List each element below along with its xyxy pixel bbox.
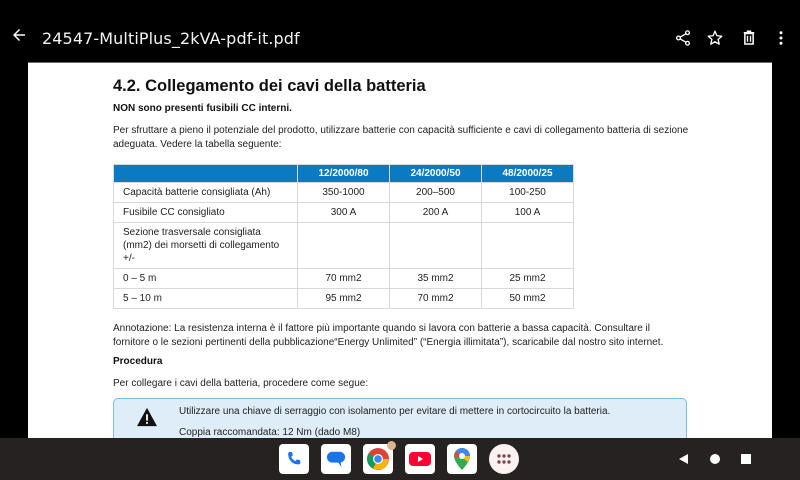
table-cell: 50 mm2 <box>482 289 574 309</box>
pdf-page <box>28 62 772 438</box>
share-icon[interactable] <box>674 29 692 47</box>
table-cell: 350-1000 <box>298 183 390 203</box>
table-header-cell: 24/2000/50 <box>390 165 482 183</box>
table-cell <box>482 223 574 269</box>
pdf-viewer[interactable] <box>0 62 800 438</box>
dock-app-messages[interactable] <box>321 444 351 474</box>
dock-app-youtube[interactable] <box>405 444 435 474</box>
table-cell: 70 mm2 <box>298 269 390 289</box>
document-title: 24547-MultiPlus_2kVA-pdf-it.pdf <box>42 29 300 48</box>
table-cell <box>298 223 390 269</box>
dock-app-maps[interactable] <box>447 444 477 474</box>
table-cell: 100 A <box>482 203 574 223</box>
table-cell: 25 mm2 <box>482 269 574 289</box>
table-cell: 0 – 5 m <box>114 269 298 289</box>
dock-app-chrome[interactable] <box>363 444 393 474</box>
torque-text: Coppia raccomandata: 12 Nm (dado M8) <box>179 427 361 438</box>
table-row <box>114 203 574 223</box>
section-heading: 4.2. Collegamento dei cavi della batteria <box>113 77 426 95</box>
table-cell: 200 A <box>390 203 482 223</box>
table-cell: 300 A <box>298 203 390 223</box>
back-arrow-icon[interactable] <box>10 26 28 44</box>
app-grid-icon <box>496 453 512 465</box>
table-cell: Sezione trasversale consigliata (mm2) dei morsetti di collegamento +/- <box>114 223 298 269</box>
table-cell: Fusibile CC consigliato <box>114 203 298 223</box>
system-navigation-bar <box>0 438 800 480</box>
table-row <box>114 289 574 309</box>
nav-home-icon[interactable] <box>709 453 721 465</box>
nav-recents-icon[interactable] <box>740 453 752 465</box>
table-header-cell: 12/2000/80 <box>298 165 390 183</box>
table-cell: 200–500 <box>390 183 482 203</box>
table-cell: 70 mm2 <box>390 289 482 309</box>
table-cell: 100-250 <box>482 183 574 203</box>
notification-dot <box>387 441 396 450</box>
app-bar <box>0 0 800 62</box>
table-cell: 35 mm2 <box>390 269 482 289</box>
table-row <box>114 183 574 203</box>
star-icon[interactable] <box>706 29 724 47</box>
trash-icon[interactable] <box>740 29 758 47</box>
procedure-heading: Procedura <box>113 356 163 367</box>
table-cell <box>390 223 482 269</box>
procedure-intro: Per collegare i cavi della batteria, procedere come segue: <box>113 378 369 389</box>
all-apps-button[interactable] <box>489 444 519 474</box>
table-cell: 95 mm2 <box>298 289 390 309</box>
warning-text: Utilizzare una chiave di serraggio con isolamento per evitare di mettere in cortocircuito la batteria. <box>179 406 611 417</box>
table-header-row <box>114 165 574 183</box>
table-header-cell: 48/2000/25 <box>482 165 574 183</box>
warning-box <box>113 398 687 438</box>
fuse-notice: NON sono presenti fusibili CC interni. <box>113 103 292 114</box>
messages-icon <box>325 449 347 469</box>
youtube-icon <box>408 450 432 468</box>
table-cell: 5 – 10 m <box>114 289 298 309</box>
more-vert-icon[interactable] <box>772 29 790 47</box>
chrome-icon <box>366 447 390 471</box>
table-row <box>114 269 574 289</box>
table-row <box>114 223 574 269</box>
table-header-cell <box>114 165 298 183</box>
nav-back-icon[interactable] <box>677 453 689 465</box>
intro-paragraph: Per sfruttare a pieno il potenziale del prodotto, utilizzare batterie con capacità sufficiente e cavi di collegamento batteria di sezione adeguata. Vedere la tabella seguente: <box>113 125 689 150</box>
maps-icon <box>453 447 471 471</box>
table-cell: Capacità batterie consigliata (Ah) <box>114 183 298 203</box>
annotation-paragraph: Annotazione: La resistenza interna è il fattore più importante quando si lavora con batterie a bassa capacità. Consultare il fornitore o le sezioni pertinenti della pubblicazione“Energy Unlimited” (“Energia illimitata”), scaricabile dal nostro sito internet. <box>113 323 664 348</box>
phone-icon <box>284 449 304 469</box>
dock-app-phone[interactable] <box>279 444 309 474</box>
warning-triangle-icon <box>136 407 158 427</box>
battery-cable-table <box>113 164 574 309</box>
